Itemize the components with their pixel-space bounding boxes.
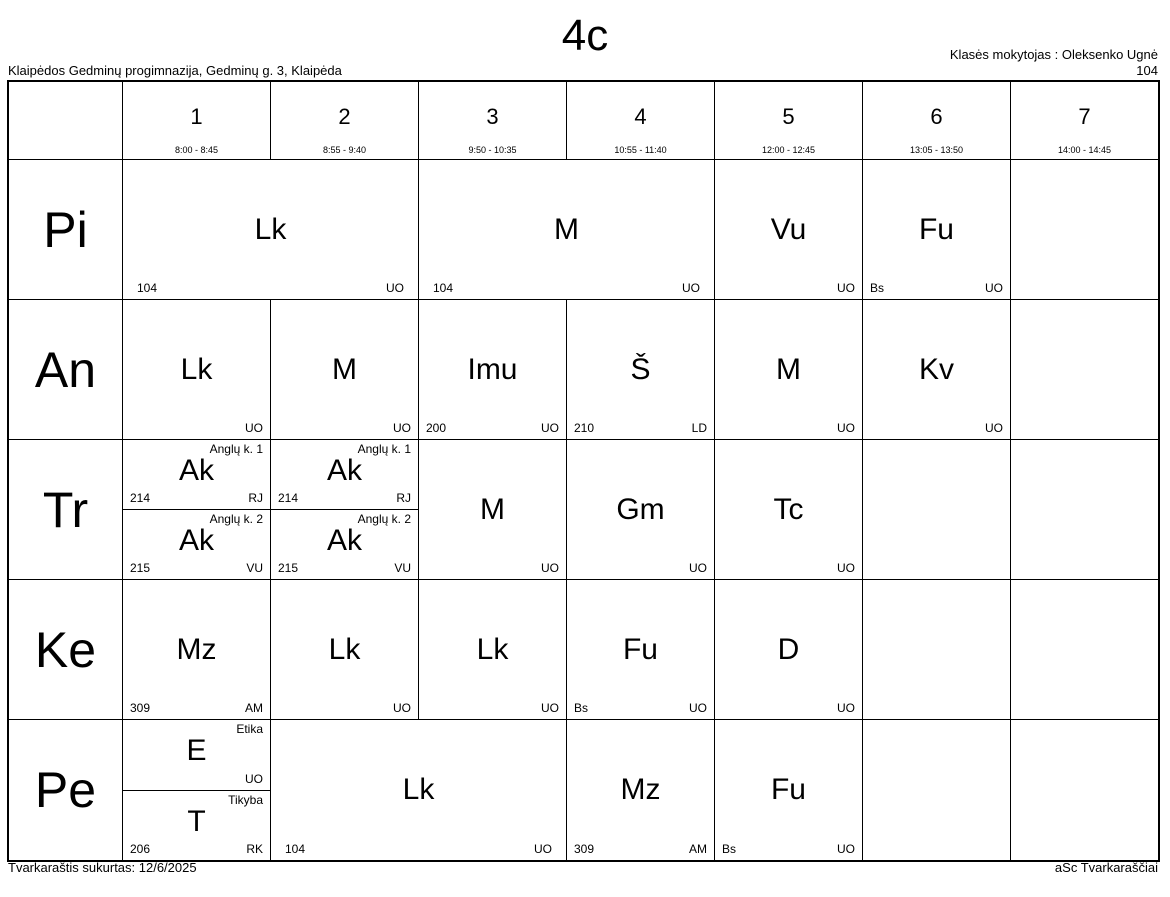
lesson-room: 214: [278, 491, 299, 505]
lesson-cell: [862, 299, 1011, 440]
lesson-subject: Lk: [402, 773, 435, 806]
period-number: 4: [634, 104, 647, 129]
lesson-cell: [270, 719, 567, 861]
lesson-teacher: AM: [689, 842, 707, 856]
lesson-subject: Fu: [622, 632, 658, 666]
lesson-room: 309: [574, 842, 595, 856]
period-number: 1: [190, 104, 203, 129]
day-header-an: [8, 299, 123, 440]
lesson-room: 214: [130, 491, 151, 505]
lesson-teacher: UO: [393, 701, 411, 715]
lesson-teacher: UO: [245, 421, 263, 435]
lesson-cell: [714, 719, 863, 861]
lesson-group: Anglų k. 2: [357, 512, 411, 526]
lesson-cell: [122, 790, 271, 861]
lesson-teacher: UO: [689, 561, 707, 575]
lesson-room: 104: [433, 281, 454, 295]
lesson-teacher: AM: [245, 701, 263, 715]
lesson-cell: [418, 299, 567, 440]
lesson-cell: [714, 439, 863, 580]
day-label: Ke: [34, 621, 97, 678]
period-time: 8:55 - 9:40: [322, 145, 367, 155]
empty-slot: [862, 579, 1011, 720]
lesson-cell: [270, 579, 419, 720]
lesson-group: Tikyba: [228, 793, 263, 807]
lesson-teacher: RJ: [396, 491, 411, 505]
lesson-teacher: UO: [534, 842, 552, 856]
lesson-cell: [566, 719, 715, 861]
lesson-room: 215: [130, 561, 151, 575]
lesson-room: 104: [285, 842, 306, 856]
lesson-cell: [270, 439, 419, 510]
software-name: aSc Tvarkaraščiai: [1054, 860, 1158, 875]
lesson-teacher: UO: [689, 701, 707, 715]
lesson-cell: [862, 159, 1011, 300]
lesson-teacher: LD: [691, 421, 707, 435]
lesson-cell: [714, 299, 863, 440]
lesson-subject: M: [332, 352, 357, 386]
period-number: 3: [486, 104, 499, 129]
lesson-cell: [418, 579, 567, 720]
period-header-6: [862, 81, 1011, 160]
period-time: 13:05 - 13:50: [909, 145, 964, 155]
lesson-teacher: RK: [246, 842, 263, 856]
lesson-subject: T: [187, 805, 206, 838]
period-number: 6: [930, 104, 943, 129]
school-name: Klaipėdos Gedminų progimnazija, Gedminų g. 3, Klaipėda: [8, 63, 342, 78]
lesson-subject: Lk: [328, 632, 361, 666]
lesson-subject: M: [776, 352, 801, 386]
lesson-teacher: RJ: [248, 491, 263, 505]
lesson-cell: [566, 299, 715, 440]
lesson-teacher: UO: [837, 701, 855, 715]
lesson-teacher: UO: [393, 421, 411, 435]
lesson-cell: [122, 439, 271, 510]
lesson-room: 104: [137, 281, 158, 295]
lesson-teacher: UO: [837, 421, 855, 435]
period-header-7: [1010, 81, 1159, 160]
class-teacher: Klasės mokytojas : Oleksenko Ugnė: [949, 47, 1158, 62]
lesson-cell: [122, 299, 271, 440]
lesson-room: 215: [278, 561, 299, 575]
lesson-room: Bs: [574, 701, 589, 715]
lesson-cell: [566, 439, 715, 580]
day-label: An: [34, 341, 97, 398]
lesson-subject: Lk: [476, 632, 509, 666]
day-label: Pi: [43, 201, 88, 258]
lesson-teacher: UO: [541, 701, 559, 715]
lesson-subject: Ak: [178, 524, 214, 557]
period-header-1: [122, 81, 271, 160]
period-header-5: [714, 81, 863, 160]
lesson-group: Anglų k. 1: [209, 442, 263, 456]
lesson-teacher: UO: [541, 421, 559, 435]
lesson-teacher: VU: [394, 561, 411, 575]
corner-cell: [8, 81, 123, 160]
lesson-teacher: UO: [541, 561, 559, 575]
lesson-room: Bs: [870, 281, 885, 295]
day-header-ke: [8, 579, 123, 720]
lesson-subject: Š: [630, 352, 651, 386]
period-time: 12:00 - 12:45: [761, 145, 816, 155]
day-header-pi: [8, 159, 123, 300]
lesson-subject: D: [777, 632, 800, 666]
empty-slot: [1010, 579, 1159, 720]
empty-slot: [1010, 159, 1159, 300]
lesson-subject: Vu: [770, 212, 807, 246]
lesson-teacher: UO: [837, 281, 855, 295]
lesson-teacher: UO: [837, 842, 855, 856]
lesson-cell: [418, 159, 715, 300]
lesson-room: 309: [130, 701, 151, 715]
empty-slot: [862, 439, 1011, 580]
lesson-cell: [122, 159, 419, 300]
day-header-tr: [8, 439, 123, 580]
lesson-subject: Kv: [918, 352, 954, 386]
lesson-cell: [418, 439, 567, 580]
class-title: 4c: [561, 11, 609, 60]
lesson-cell: [122, 719, 271, 791]
period-time: 9:50 - 10:35: [468, 145, 517, 155]
period-header-3: [418, 81, 567, 160]
period-number: 7: [1078, 104, 1091, 129]
lesson-subject: M: [554, 212, 579, 246]
period-time: 10:55 - 11:40: [614, 145, 667, 155]
period-time: 14:00 - 14:45: [1057, 145, 1112, 155]
lesson-teacher: UO: [682, 281, 700, 295]
lesson-cell: [714, 579, 863, 720]
day-label: Tr: [42, 481, 89, 538]
period-header-2: [270, 81, 419, 160]
lesson-subject: E: [186, 734, 207, 767]
lesson-group: Anglų k. 1: [357, 442, 411, 456]
lesson-teacher: UO: [985, 421, 1003, 435]
lesson-teacher: UO: [985, 281, 1003, 295]
lesson-subject: Ak: [178, 454, 214, 487]
lesson-room: 206: [130, 842, 151, 856]
lesson-cell: [566, 579, 715, 720]
lesson-subject: Mz: [176, 632, 217, 666]
lesson-cell: [122, 509, 271, 580]
day-label: Pe: [34, 762, 97, 818]
lesson-group: Anglų k. 2: [209, 512, 263, 526]
lesson-room: Bs: [722, 842, 737, 856]
lesson-room: 200: [426, 421, 447, 435]
lesson-teacher: UO: [837, 561, 855, 575]
lesson-teacher: VU: [246, 561, 263, 575]
empty-slot: [1010, 719, 1159, 861]
lesson-group: Etika: [236, 722, 263, 736]
lesson-subject: Tc: [773, 492, 804, 526]
lesson-subject: Lk: [254, 212, 287, 246]
lesson-cell: [270, 509, 419, 580]
lesson-cell: [714, 159, 863, 300]
lesson-teacher: UO: [245, 772, 263, 786]
lesson-subject: Fu: [770, 773, 806, 806]
lesson-teacher: UO: [386, 281, 404, 295]
day-header-pe: [8, 719, 123, 861]
lesson-cell: [270, 299, 419, 440]
lesson-subject: Fu: [918, 212, 954, 246]
empty-slot: [1010, 439, 1159, 580]
lesson-subject: Ak: [326, 524, 362, 557]
lesson-subject: Gm: [616, 492, 665, 526]
period-time: 8:00 - 8:45: [174, 145, 219, 155]
home-room: 104: [1136, 63, 1158, 78]
lesson-subject: Mz: [620, 773, 661, 806]
lesson-subject: Imu: [467, 352, 518, 386]
period-number: 5: [782, 104, 795, 129]
lesson-subject: Lk: [180, 352, 213, 386]
lesson-subject: M: [480, 492, 505, 526]
period-header-4: [566, 81, 715, 160]
lesson-subject: Ak: [326, 454, 362, 487]
lesson-cell: [122, 579, 271, 720]
empty-slot: [862, 719, 1011, 861]
period-number: 2: [338, 104, 351, 129]
empty-slot: [1010, 299, 1159, 440]
lesson-room: 210: [574, 421, 595, 435]
created-date: Tvarkaraštis sukurtas: 12/6/2025: [8, 860, 197, 875]
